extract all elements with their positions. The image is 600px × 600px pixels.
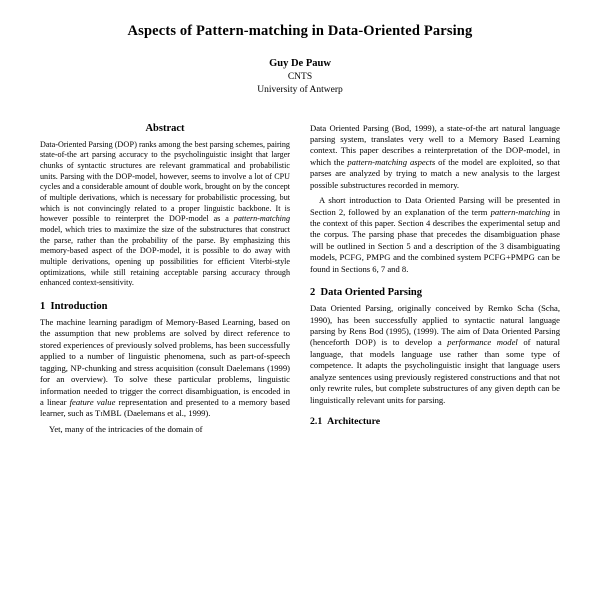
author-block xyxy=(40,57,560,97)
subsection-title: Architecture xyxy=(327,415,381,427)
two-column-body xyxy=(40,123,560,436)
left-column xyxy=(40,123,290,436)
right-intro-paragraph-1: Data Oriented Parsing (Bod, 1999), a state-of-the art natural language parsing system, translates very well to a Memory Based Learning context. This paper describes a reinterpretation of the DOP-model, in which the pattern-matching aspects of the model are exploited, so that parses are analyzed by trying to match a new analysis to the largest possible substructures recorded in memory. xyxy=(310,122,560,190)
subsection-heading-architecture xyxy=(310,416,560,427)
right-intro-paragraph-2: A short introduction to Data Oriented Parsing will be presented in Section 2, followed by an explanation of the term pattern-matching in the context of this paper. Section 4 describes the experimental setup and the corpus. The parsing phase that precedes the disambiguation phase will be outlined in Section 5 and a description of the 3 disambiguating models, PCFG, PMPG and the combined system PCFG+PMPG can be found in Sections 6, 7 and 8. xyxy=(310,195,560,274)
section-heading-introduction xyxy=(40,301,290,312)
author-affiliation: University of Antwerp xyxy=(257,84,343,95)
subsection-number: 2.1 xyxy=(310,415,323,427)
section-title-2: Data Oriented Parsing xyxy=(320,287,422,299)
section-heading-data-oriented-parsing xyxy=(310,287,560,298)
author-org: CNTS xyxy=(287,72,313,83)
right-column xyxy=(310,123,560,436)
abstract-heading: Abstract xyxy=(145,122,185,134)
section-number: 1 xyxy=(40,301,46,313)
dop-paragraph-1: Data Oriented Parsing, originally conceived by Remko Scha (Scha, 1990), has been successfully applied to syntactic natural language parsing by Rens Bod (1995), (1999). The aim of Data Oriented Parsing (henceforth DOP) is to develop a performance model of natural language, that models language use rather than some type of competence. It adapts the psycholinguistic insight that language users analyze sentences using previously registered constructions and that not only rewrite rules, but complete substructures of any given depth can be linguistically relevant units for parsing. xyxy=(310,303,560,405)
intro-paragraph-1: The machine learning paradigm of Memory-Based Learning, based on the assumption that new problems are solved by direct reference to stored experiences of previously solved problems, has been successfully applied to a number of linguistic phenomena, such as part-of-speech tagging, NP-chunking and stress acquisition (consult Daelemans (1999) for an overview). To solve these particular problems, linguistic information needed to trigger the correct disambiguation, is encoded in a linear feature value representation and presented to a memory based learner, such as TiMBL (Daelemans et al., 1999). xyxy=(40,317,290,419)
page-title: Aspects of Pattern-matching in Data-Oriented Parsing xyxy=(127,23,473,39)
section-number-2: 2 xyxy=(310,287,316,299)
section-title: Introduction xyxy=(50,301,108,313)
intro-paragraph-2: Yet, many of the intricacies of the domain of xyxy=(49,423,203,434)
author-name: Guy De Pauw xyxy=(269,57,331,69)
abstract-paragraph: Data-Oriented Parsing (DOP) ranks among the best parsing schemes, pairing state-of-the art parsing accuracy to the psycholinguistic insight that larger chunks of syntactic structures are relevant grammatical and probabilistic units. Parsing with the DOP-model, however, seems to involve a lot of CPU cycles and a considerable amount of double work, brought on by the concept of multiple derivations, which is necessary for probabilistic processing, but which is not convincingly related to a proper linguistic backbone. It is however possible to reinterpret the DOP-model as a pattern-matching model, which tries to maximize the size of the substructures that construct the parse, rather than the probability of the parse. By emphasizing this memory-based aspect of the DOP-model, it is possible to do away with multiple derivations, opening up possibilities for efficient Viterbi-style optimizations, while still retaining acceptable parsing accuracy through enhanced context-sensitivity. xyxy=(40,139,290,288)
